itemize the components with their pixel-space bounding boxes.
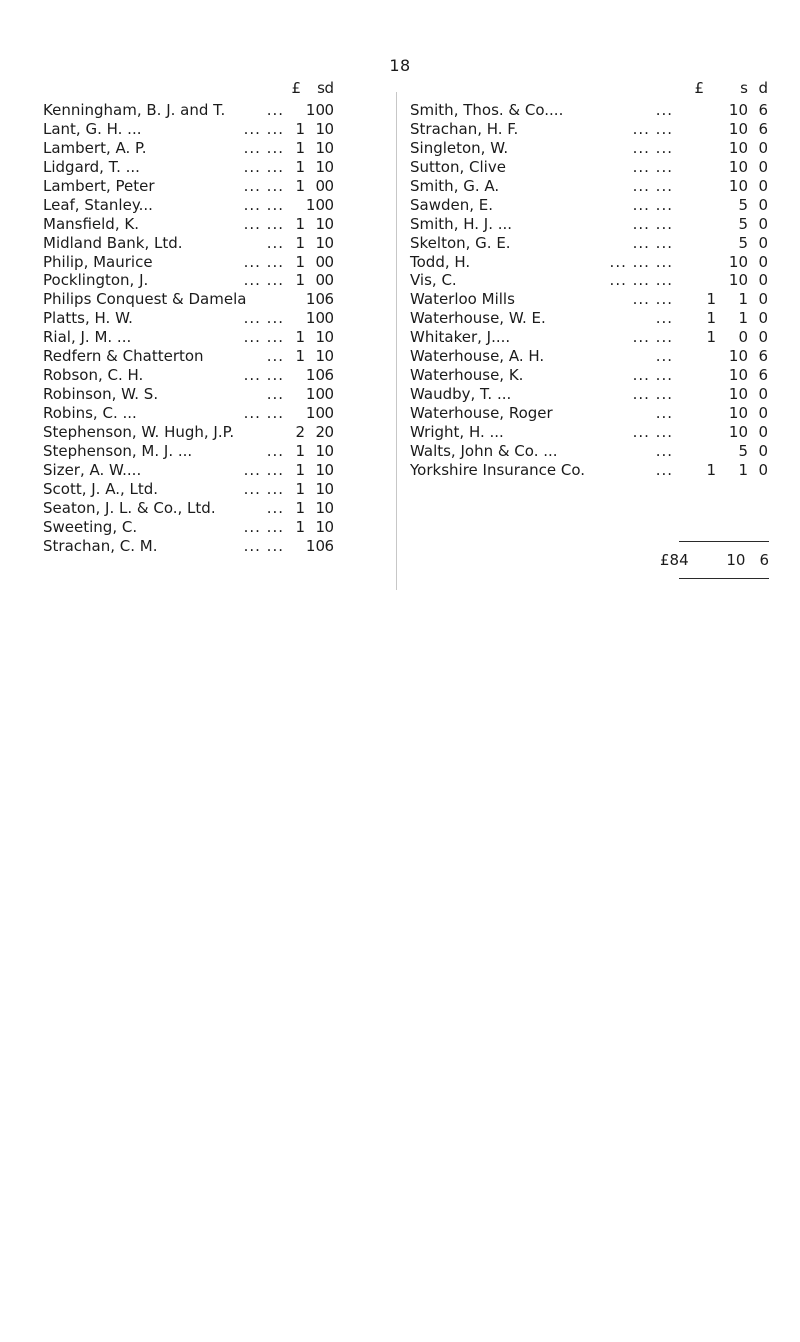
amount-pence: 0 [758,309,768,328]
subscriber-row [43,215,334,234]
amount-pence: 0 [758,157,768,176]
amount-pounds: 1 [295,119,305,138]
dot-leader: ... [266,385,284,404]
subscriber-name: Strachan, H. F. [410,119,519,138]
shillings-header: s [740,79,748,97]
subscriber-row [43,442,334,461]
amount-pence: 0 [758,176,768,195]
subscriber-name: Midland Bank, Ltd. [43,233,183,252]
amount-pounds: 1 [295,517,305,536]
amount-pence: 0 [324,328,334,347]
amount-shillings: 10 [728,252,748,271]
total-shillings: 10 [726,551,746,569]
amount-pence: 0 [758,138,768,157]
amount-pence: 0 [758,233,768,252]
subscriber-name: Sawden, E. [410,195,494,214]
amount-pence: 6 [324,536,334,555]
amount-shillings: 10 [305,366,325,385]
subscriber-name: Kenningham, B. J. and T. [43,101,226,119]
subscriber-name: Sutton, Clive [410,157,506,176]
amount-shillings: 10 [305,385,325,404]
subscriber-name: Robson, C. H. [43,366,144,385]
subscriber-row [43,177,334,196]
subscriber-row [410,196,768,215]
dot-leader: ... ... [243,328,284,347]
column-divider [396,92,397,590]
amount-pounds: 1 [295,328,305,347]
amount-pounds: 1 [706,309,716,328]
pence-header: d [758,79,768,97]
subscriber-row [410,271,768,290]
subscriber-row [43,404,334,423]
subscriber-name: Singleton, W. [410,138,509,157]
amount-shillings: 1 [315,214,325,233]
amount-pence: 0 [324,441,334,460]
subscriber-row [410,177,768,196]
subscriber-name: Waudby, T. ... [410,385,512,404]
amount-pence: 0 [758,385,768,404]
subscriber-row [43,101,334,120]
dot-leader: ... [655,347,673,366]
subscriber-name: Todd, H. [410,252,471,271]
dot-leader: ... [655,309,673,328]
amount-pence: 0 [324,517,334,536]
amount-shillings: 0 [315,176,325,195]
subscriber-row [43,366,334,385]
subscriber-row [410,234,768,253]
amount-pounds: 1 [295,214,305,233]
amount-pence: 0 [324,119,334,138]
total-rule-bottom [679,578,769,579]
amount-pence: 0 [324,385,334,404]
amount-pence: 0 [758,441,768,460]
amount-pence: 0 [758,460,768,479]
amount-pence: 0 [758,422,768,441]
subscriber-row [410,461,768,480]
subscriber-name: Lambert, A. P. [43,138,147,157]
dot-leader: ... ... [243,138,284,157]
subscriber-row [43,234,334,253]
subscriber-row [410,101,768,120]
subscriber-name: Waterhouse, Roger [410,404,553,422]
dot-leader: ... ... [632,385,673,404]
subscriber-row [410,139,768,158]
amount-shillings: 2 [315,422,325,441]
subscriber-row [43,499,334,518]
dot-leader: ... ... [243,176,284,195]
amount-shillings: 10 [728,101,748,119]
amount-shillings: 1 [315,441,325,460]
subscriber-row [410,442,768,461]
subscriber-row [43,423,334,442]
amount-shillings: 10 [305,101,325,119]
dot-leader: ... ... [243,479,284,498]
amount-pence: 0 [324,138,334,157]
amount-pounds: 1 [295,271,305,290]
dot-leader: ... ... [632,157,673,176]
amount-pence: 0 [758,195,768,214]
amount-pence: 0 [324,347,334,366]
subscriber-name: Waterhouse, K. [410,366,524,385]
amount-pounds: 1 [295,460,305,479]
amount-shillings: 0 [315,271,325,290]
amount-pence: 6 [758,101,768,119]
amount-pence: 0 [324,460,334,479]
subscriber-list-left [43,79,334,556]
subscriber-name: Platts, H. W. [43,309,133,328]
subscriber-name: Yorkshire Insurance Co. [410,460,586,479]
amount-shillings: 1 [315,233,325,252]
dot-leader: ... ... [243,195,284,214]
amount-shillings: 0 [315,252,325,271]
subscriber-name: Lambert, Peter [43,176,155,195]
amount-pence: 0 [324,252,334,271]
amount-shillings: 1 [738,290,748,309]
subscriber-name: Waterhouse, A. H. [410,347,545,366]
dot-leader: ... ... [632,138,673,157]
subscriber-name: Strachan, C. M. [43,536,158,555]
subscriber-name: Vis, C. [410,271,457,290]
dot-leader: ... ... [243,157,284,176]
subscriber-row [410,215,768,234]
amount-pounds: 1 [295,157,305,176]
dot-leader: ... ... [243,460,284,479]
dot-leader: ... ... [243,517,284,536]
amount-pence: 0 [758,271,768,290]
amount-shillings: 5 [738,233,748,252]
amount-pounds: 1 [295,498,305,517]
dot-leader: ... ... [243,271,284,290]
subscriber-name: Pocklington, J. [43,271,149,290]
subscriber-name: Redfern & Chatterton [43,347,204,366]
subscriber-name: Skelton, G. E. [410,233,511,252]
dot-leader: ... [266,498,284,517]
amount-shillings: 1 [315,517,325,536]
dot-leader: ... [266,233,284,252]
dot-leader: ... [266,347,284,366]
total-pence: 6 [759,551,769,569]
amount-pence: 0 [758,328,768,347]
subscriber-name: Scott, J. A., Ltd. [43,479,159,498]
amount-shillings: 10 [728,271,748,290]
subscriber-name: Smith, Thos. & Co.... [410,101,564,119]
amount-shillings: 10 [728,176,748,195]
subscriber-row [43,537,334,556]
amount-pence: 0 [758,404,768,422]
amount-pounds: 1 [295,479,305,498]
subscriber-row [410,158,768,177]
subscriber-row [43,328,334,347]
subscriber-row [43,290,334,309]
subscriber-row [43,139,334,158]
amount-shillings: 10 [305,404,325,422]
dot-leader: ... [655,460,673,479]
amount-pence: 0 [324,233,334,252]
dot-leader: ... ... [243,309,284,328]
subscriber-row [43,196,334,215]
subscriber-row [410,385,768,404]
subscriber-name: Walts, John & Co. ... [410,441,558,460]
amount-pence: 6 [324,366,334,385]
amount-shillings: 1 [315,119,325,138]
subscriber-row [43,253,334,272]
amount-pounds: 1 [295,233,305,252]
amount-shillings: 10 [728,385,748,404]
amount-shillings: 5 [738,214,748,233]
amount-shillings: 10 [305,309,325,328]
subscriber-row [410,290,768,309]
amount-pence: 6 [758,366,768,385]
amount-shillings: 10 [728,404,748,422]
amount-pounds: 1 [295,347,305,366]
subscriber-row [410,253,768,272]
amount-pence: 0 [758,252,768,271]
shillings-header: s [317,79,325,97]
subscriber-name: Waterloo Mills [410,290,515,309]
amount-shillings: 10 [728,119,748,138]
amount-shillings: 10 [728,157,748,176]
amount-shillings: 1 [738,460,748,479]
dot-leader: ... ... [632,195,673,214]
amount-shillings: 1 [315,328,325,347]
total-row [660,551,769,569]
amount-shillings: 10 [305,195,325,214]
subscriber-row [43,309,334,328]
subscriber-row [43,158,334,177]
amount-shillings: 10 [728,422,748,441]
subscriber-row [43,461,334,480]
subscriber-row [43,271,334,290]
dot-leader: ... ... [632,214,673,233]
amount-shillings: 5 [738,195,748,214]
subscriber-row [410,328,768,347]
subscriber-row [410,423,768,442]
amount-pence: 6 [324,290,334,309]
dot-leader: ... ... [632,119,673,138]
amount-pence: 0 [758,214,768,233]
subscriber-name: Lant, G. H. ... [43,119,142,138]
amount-pounds: 2 [295,422,305,441]
subscriber-name: Robinson, W. S. [43,385,159,404]
subscriber-name: Whitaker, J.... [410,328,511,347]
dot-leader: ... ... [243,536,284,555]
dot-leader: ... [655,101,673,119]
subscriber-name: Robins, C. ... [43,404,137,422]
subscriber-row [410,120,768,139]
subscriber-name: Stephenson, M. J. ... [43,441,193,460]
amount-shillings: 10 [305,290,325,309]
subscriber-row [43,480,334,499]
amount-shillings: 10 [728,366,748,385]
subscriber-name: Stephenson, W. Hugh, J.P. [43,422,235,441]
amount-shillings: 10 [728,138,748,157]
pounds-header: £ [694,79,704,97]
subscriber-row [410,347,768,366]
amount-shillings: 1 [315,157,325,176]
amount-pence: 0 [324,214,334,233]
amount-pence: 0 [324,176,334,195]
total-rule-top [679,541,769,542]
amount-shillings: 1 [315,138,325,157]
subscriber-list-right [410,79,768,480]
total-pounds: £84 [660,551,689,569]
subscriber-row [43,518,334,537]
amount-pence: 0 [324,479,334,498]
subscriber-name: Smith, H. J. ... [410,214,513,233]
pence-header: d [324,79,334,97]
subscriber-name: Seaton, J. L. & Co., Ltd. [43,498,216,517]
amount-shillings: 10 [305,536,325,555]
amount-pounds: 1 [295,252,305,271]
amount-shillings: 0 [738,328,748,347]
amount-shillings: 1 [738,309,748,328]
subscriber-row [43,120,334,139]
subscriber-name: Philip, Maurice [43,252,153,271]
dot-leader: ... ... [632,233,673,252]
dot-leader: ... ... ... [609,271,673,290]
dot-leader: ... ... [632,328,673,347]
amount-shillings: 1 [315,479,325,498]
subscriber-row [43,385,334,404]
amount-pence: 6 [758,119,768,138]
amount-pence: 0 [758,290,768,309]
dot-leader: ... [266,101,284,119]
amount-pence: 0 [324,195,334,214]
subscriber-name: Sizer, A. W.... [43,460,142,479]
amount-pence: 0 [324,404,334,422]
subscriber-name: Leaf, Stanley... [43,195,153,214]
subscriber-row [410,404,768,423]
amount-pounds: 1 [295,176,305,195]
amount-pence: 0 [324,271,334,290]
subscriber-name: Rial, J. M. ... [43,328,132,347]
amount-shillings: 1 [315,460,325,479]
subscriber-row [43,347,334,366]
amount-pounds: 1 [295,138,305,157]
dot-leader: ... ... [243,404,284,422]
subscriber-name: Sweeting, C. [43,517,138,536]
amount-shillings: 5 [738,441,748,460]
amount-pounds: 1 [706,290,716,309]
subscriber-name: Wright, H. ... [410,422,504,441]
amount-shillings: 1 [315,347,325,366]
page-number: 18 [389,56,411,75]
dot-leader: ... [655,404,673,422]
dot-leader: ... ... [243,119,284,138]
subscriber-name: Mansfield, K. [43,214,139,233]
pounds-header: £ [291,79,301,97]
dot-leader: ... ... [632,290,673,309]
amount-pence: 0 [324,498,334,517]
amount-pounds: 1 [706,460,716,479]
dot-leader: ... [266,441,284,460]
dot-leader: ... ... [243,252,284,271]
dot-leader: ... ... [632,366,673,385]
dot-leader: ... ... [632,422,673,441]
amount-pence: 0 [324,309,334,328]
amount-shillings: 10 [728,347,748,366]
dot-leader: ... ... ... [609,252,673,271]
dot-leader: ... ... [243,366,284,385]
subscriber-name: Waterhouse, W. E. [410,309,546,328]
amount-shillings: 1 [315,498,325,517]
subscriber-name: Philips Conquest & Damela [43,290,247,309]
dot-leader: ... ... [243,214,284,233]
dot-leader: ... ... [632,176,673,195]
amount-pence: 0 [324,157,334,176]
subscriber-row [410,309,768,328]
subscriber-name: Smith, G. A. [410,176,500,195]
amount-pounds: 1 [706,328,716,347]
dot-leader: ... [655,441,673,460]
amount-pounds: 1 [295,441,305,460]
subscriber-row [410,366,768,385]
subscriber-name: Lidgard, T. ... [43,157,140,176]
amount-pence: 0 [324,422,334,441]
amount-pence: 0 [324,101,334,119]
amount-pence: 6 [758,347,768,366]
